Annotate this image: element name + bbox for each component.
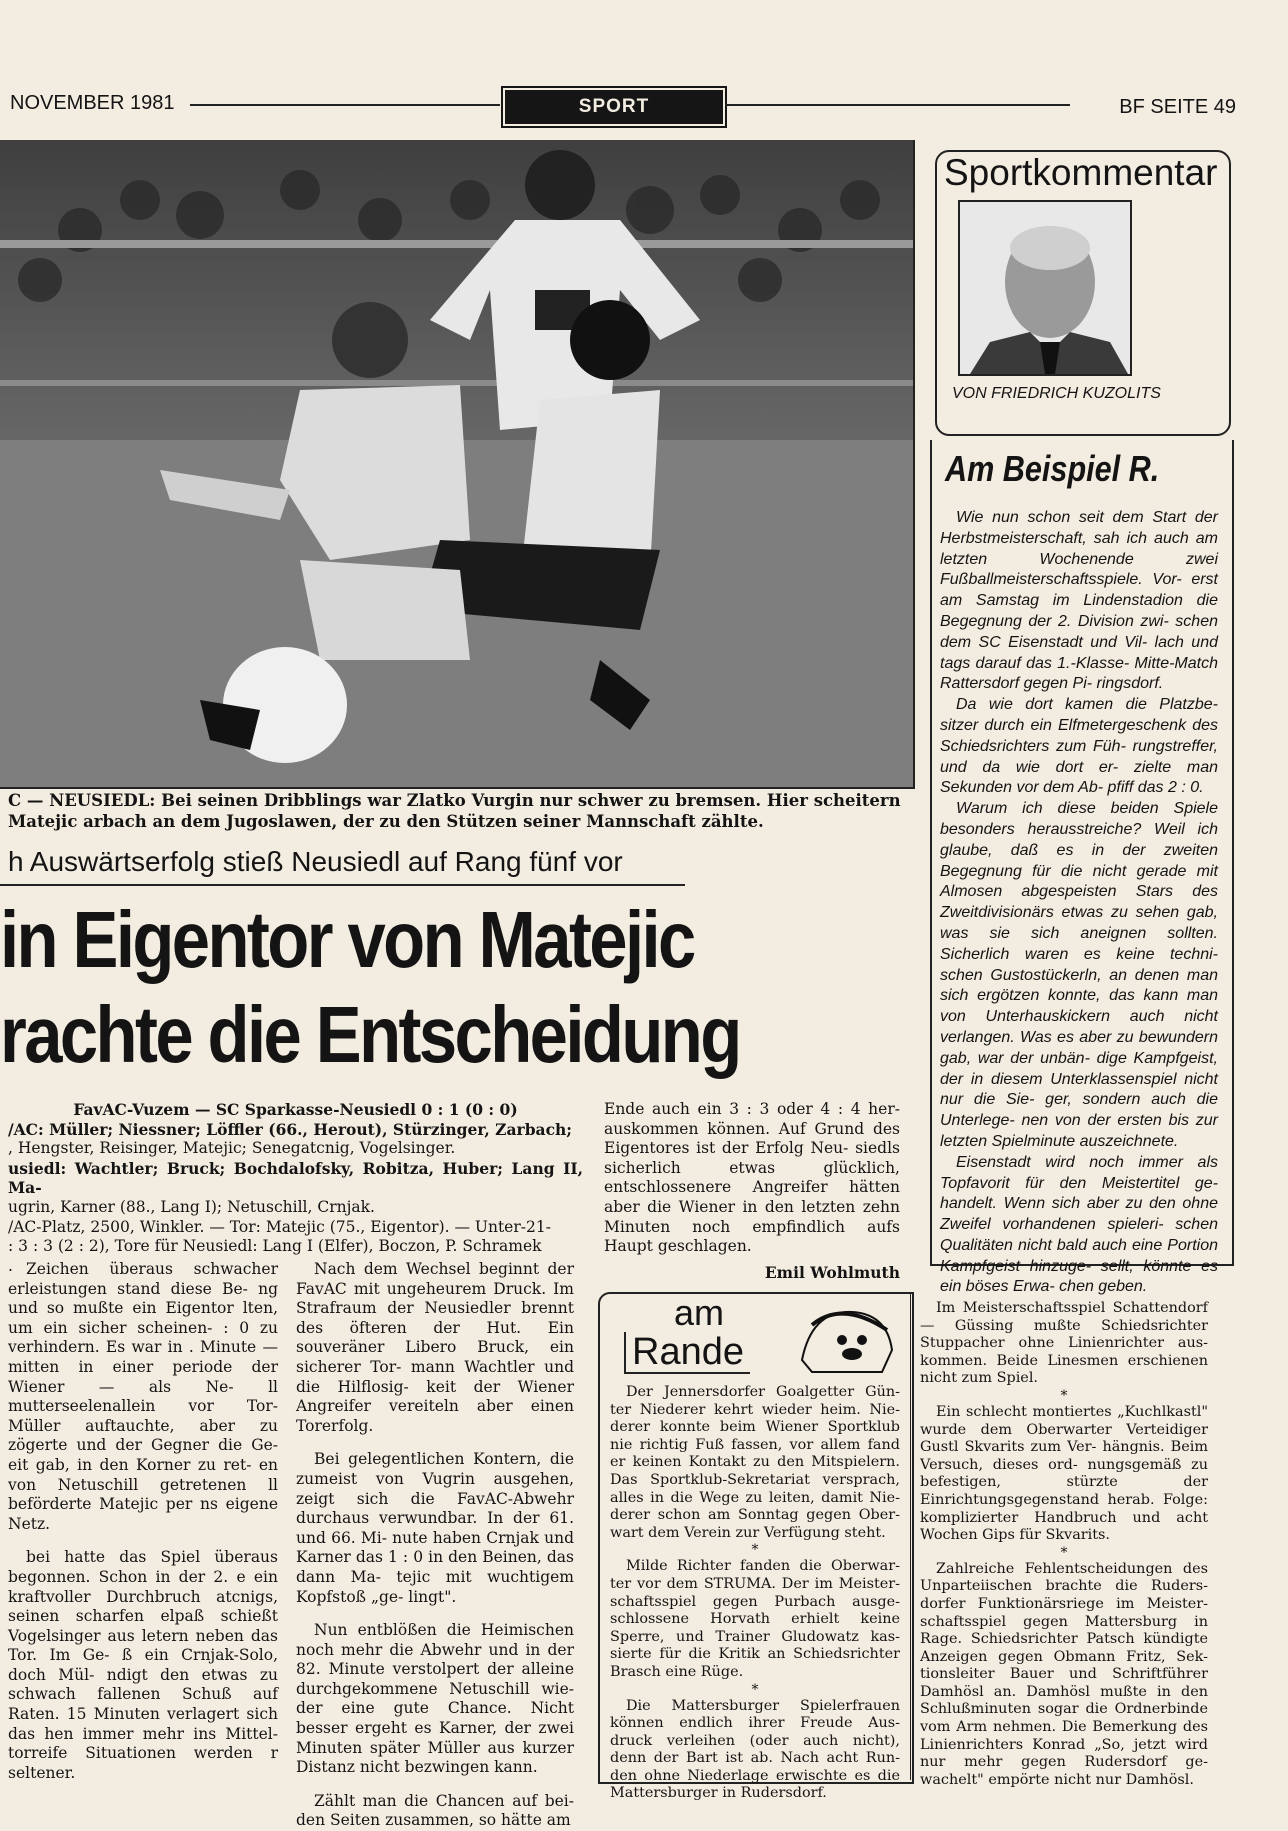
article-author: Emil Wohlmuth [764, 1262, 900, 1282]
rande-item: Der Jennersdorfer Goalgetter Gün- ter Niederer kehrt wieder heim. Nie- derer konnte beim Wiener Sportklub nie richtig Fuß fassen, vor allem fand er keinen Kontakt zu den Mitspielern. Das Sportklub-Sekretariat versprach, alles in die Wege zu leiten, damit Nie- derer schon am Sonntag gegen Ober- wart dem Verein zur Verfügung steht. [610, 1384, 900, 1541]
rande-column-right [920, 1300, 1208, 1789]
lineup-line: ugrin, Karner (88., Lang I); Netuschill, Crnjak. [8, 1197, 375, 1216]
rande-item: Ein schlecht montiertes „Kuchlkastl" wurde dem Oberwarter Verteidiger Gustl Skvarits zum Ver- hängnis. Beim Versuch, dieses ord- nungsgemäß zu befestigen, stürzte der Einrichtungsgegenstand herab. Folge: komplizierter Handbruch und acht Wochen Gips für Skvarits. [920, 1403, 1208, 1544]
kommentar-headline: Am Beispiel R. [945, 448, 1160, 489]
photo-caption: C — NEUSIEDL: Bei seinen Dribblings war Zlatko Vurgin nur schwer zu bremsen. Hier scheitern Matejic arbach an dem Jugoslawen, der zu den Stützen seiner Mannschaft zählte. [8, 791, 901, 831]
lineup-block [8, 1100, 583, 1276]
lineup-result: FavAC-Vuzem — SC Sparkasse-Neusiedl 0 : 1 (0 : 0) [73, 1100, 518, 1119]
article-paragraph: Ende auch ein 3 : 3 oder 4 : 4 her- auskommen können. Auf Grund des Eigentores ist der Erfolg Neu- siedls sicherlich etwas glücklich, entschlossenere Angreifer hätten aber die Wiener in den letzten zehn Minuten noch empfindlich aufs Haupt geschlagen. [604, 1100, 900, 1256]
lineup-line: /AC-Platz, 2500, Winkler. — Tor: Matejic (75., Eigentor). — Unter-21- [8, 1217, 551, 1236]
kommentar-paragraph: Da wie dort kamen die Platzbe- sitzer durch ein Elfmetergeschenk des Schiedsrichters zum Füh- rungstreffer, und da wie dort er- zielte man Sekunden vor dem Ab- pfiff das 2 : 0. [940, 696, 1218, 797]
rande-item: Im Meisterschaftsspiel Schattendorf — Güssing mußte Schiedsrichter Stuppacher ohne Linienrichter aus- kommen. Beide Linesmen erschienen nicht zum Spiel. [920, 1300, 1208, 1387]
article-paragraph: Nun entblößen die Heimischen noch mehr die Abwehr und in der 82. Minute verstolpert der alleine durchgekommene Netuschill wie- der eine gute Chance. Nicht besser ergeht es Karner, der zwei Minuten später Müller aus kurzer Distanz nicht bezwingen kann. [296, 1621, 574, 1777]
separator-star: * [751, 1542, 759, 1559]
kommentar-title: Sportkommentar [944, 152, 1218, 193]
kommentar-author: VON FRIEDRICH KUZOLITS [952, 385, 1161, 402]
separator-star: * [1060, 1387, 1068, 1404]
headline-line-2: rachte die Entscheidung [0, 990, 740, 1079]
article-paragraph: Nach dem Wechsel beginnt der FavAC mit ungeheurem Druck. Im Strafraum der Neusiedler brennt des öfteren der Hut. Ein souveräner Libero Bruck, ein sicherer Tor- mann Wachtler und die Hilflosig- keit der Wiener Angreifer vereiteln aber einen Torerfolg. [296, 1260, 574, 1435]
rande-column-left [610, 1384, 900, 1803]
issue-date: NOVEMBER 1981 [10, 92, 175, 114]
article-column-1 [8, 1260, 278, 1783]
lineup-line: /AC: Müller; Niessner; Löffler (66., Herout), Stürzinger, Zarbach; [8, 1119, 573, 1139]
article-paragraph: bei hatte das Spiel überaus begonnen. Schon in der 2. e ein kraftvoller Durchbruch atcnigs, seinen scharfen elpaß schießt Vogelsinger aus letern neben das Tor. Im Ge- ß ein Crnjak-Solo, doch Mül- ndigt den etwas zu schwach fallenen Schuß auf Raten. 15 Minuten verlagert sich das hen immer mehr ins Mittel- torreife Situationen werden r seltener. [8, 1548, 278, 1782]
kicker-rule [0, 884, 685, 886]
rande-logo [604, 1292, 904, 1380]
lineup-line: : 3 : 3 (2 : 2), Tore für Neusiedl: Lang I (Elfer), Boczon, P. Schramek [8, 1237, 542, 1256]
cartoon-face-icon [792, 1300, 902, 1376]
header-rule-right [725, 104, 1070, 106]
rande-logo-top: am [674, 1292, 725, 1333]
lineup-line: usiedl: Wachtler; Bruck; Bochdalofsky, Robitza, Huber; Lang II, Ma- [8, 1158, 583, 1198]
kommentar-body [940, 508, 1218, 1298]
football-photo-icon [0, 140, 913, 787]
portrait-icon [960, 202, 1130, 374]
article-paragraph: Bei gelegentlichen Kontern, die zumeist von Vugrin ausgehen, zeigt sich die FavAC-Abwehr durchaus verwundbar. In der 61. und 66. Mi- nute haben Crnjak und Karner das 1 : 0 in den Beinen, das dann Ma- tejic mit wuchtigem Kopfstoß „ge- lingt". [296, 1450, 574, 1606]
separator-star: * [1060, 1544, 1068, 1561]
author-portrait [958, 200, 1132, 376]
headline-line-1: in Eigentor von Matejic [0, 895, 694, 984]
header-rule-left [190, 104, 500, 106]
kommentar-paragraph: Eisenstadt wird noch immer als Topfavorit für den Meistertitel ge- handelt. Wenn sich aber zu den ohne Zweifel vorhandenen spieleri- schen Qualitäten nicht bald auch eine Portion Kampfgeist hinzuge- sellt, könnte es ein böses Erwa- chen geben. [940, 1153, 1218, 1296]
rande-item: Die Mattersburger Spielerfrauen können endlich ihrer Freude Aus- druck verleihen (oder auch nicht), denn der Bart ist ab. Nach acht Run- den ohne Niederlage erwischte es die Mattersburger in Rudersdorf. [610, 1697, 900, 1802]
rande-item: Milde Richter fanden die Oberwar- ter vor dem STRUMA. Der im Meister- schaftsspiel gegen Purbach ausge- schlossene Horvath erhielt keine Sperre, und Trainer Gludowatz kas- sierte für die Kritik an Schiedsrichter Brasch eine Rüge. [610, 1558, 900, 1680]
lineup-line: , Hengster, Reisinger, Matejic; Senegatcnig, Vogelsinger. [8, 1139, 456, 1158]
rande-divider [910, 1292, 911, 1780]
kommentar-paragraph: Wie nun schon seit dem Start der Herbstmeisterschaft, sah ich auch am letzten Wochenende zwei Fußballmeisterschaftsspiele. Vor- erst am Samstag im Lindenstadion die Begegnung der 2. Division zwi- schen dem SC Eisenstadt und Vil- lach und tags darauf das 1.-Klasse- Mitte-Match Rattersdorf gegen Pi- ringsdorf. [940, 509, 1218, 693]
article-paragraph: Zählt man die Chancen auf bei- den Seiten zusammen, so hätte am [296, 1791, 574, 1830]
separator-star: * [751, 1681, 759, 1698]
match-photo [0, 140, 915, 789]
lineup-line: . [8, 1256, 13, 1275]
rande-item: Zahlreiche Fehlentscheidungen des Unparteiischen brachte die Ruders- dorfer Funktionärsriege im Meister- schaftsspiel gegen Mattersburg in Rage. Schiedsrichter Patsch kündigte Anzeigen gegen Obmann Fritz, Sek- tionsleiter Bauer und Schriftführer Damhösl an. Damhösl mußte in den Schlußminuten sogar die Ordnerbinde vom Arm nehmen. Die Bemerkung des Linienrichters Konrad „So, jetzt wird nur mehr gegen Rudersdorf ge- wachelt" empörte nicht nur Damhösl. [920, 1560, 1208, 1788]
article-column-2 [296, 1260, 574, 1831]
section-label: SPORT [505, 90, 723, 124]
rande-logo-bottom: Rande [624, 1332, 750, 1374]
kommentar-paragraph: Warum ich diese beiden Spiele besonders herausstreiche? Weil ich glaube, daß es in der zweiten Begegnung für die nicht gerade mit Almosen abgespeisten Stars des Zweitdivisionärs etwas zu sehen gab, was sie sich aneignen sollten. Sicherlich waren es keine techni- schen Gustostückerln, an denen man sich ergötzen konnte, das kann man von Unterhauskickern auch nicht verlangen. Was es aber zu bewundern gab, war der unbän- dige Kampfgeist, der in diesem Unterklassenspiel nicht nur die Sie- ger, sondern auch die Unterlege- nen von der ersten bis zur letzten Spielminute auszeichnete. [940, 800, 1218, 1150]
article-paragraph: Zeichen überaus schwacher erleistungen stand diese Be- ng und so mußte ein Eigentor lten, um ein sicher scheinen- : 0 zu verhindern. Es war in . Minute — mitten in einer periode der Wiener — als Ne- ll mutterseelenallein vor Tor- Müller auftauchte, aber zu zögerte und der Gegner die Ge- eit gab, in den Korner zu ret- en von Netuschill getretenen ll beförderte Matejic per ns eigene Netz. [8, 1260, 278, 1533]
page-number: BF SEITE 49 [1119, 96, 1236, 118]
kicker: h Auswärtserfolg stieß Neusiedl auf Rang fünf vor [8, 846, 623, 877]
article-column-3 [604, 1100, 900, 1282]
